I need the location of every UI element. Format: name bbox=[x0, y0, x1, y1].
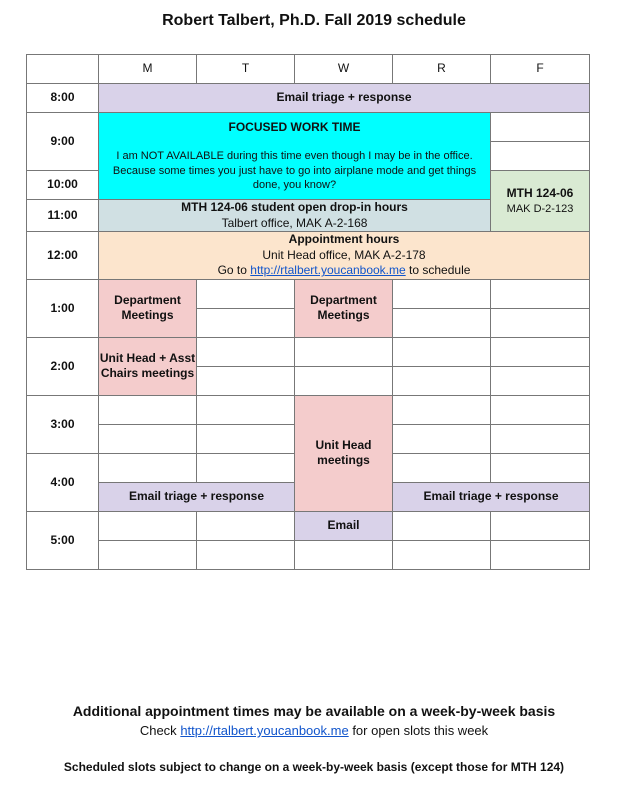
day-header-t: T bbox=[197, 55, 295, 84]
unit-head-asst-chairs-block: Unit Head + Asst Chairs meetings bbox=[99, 337, 197, 395]
time-label: 4:00 bbox=[27, 453, 99, 511]
empty-cell bbox=[99, 453, 197, 482]
empty-cell bbox=[197, 540, 295, 569]
focused-work-title: FOCUSED WORK TIME bbox=[228, 119, 361, 134]
open-drop-in-hours-block bbox=[99, 200, 491, 232]
footer-additional-note: Additional appointment times may be available on a week-by-week basis bbox=[72, 703, 556, 719]
time-label: 11:00 bbox=[27, 200, 99, 232]
department-meetings-wednesday: Department Meetings bbox=[295, 279, 393, 337]
appointment-title: Appointment hours bbox=[288, 232, 400, 247]
focused-work-block bbox=[99, 113, 491, 200]
empty-cell bbox=[491, 308, 590, 337]
empty-cell bbox=[295, 540, 393, 569]
unit-head-meetings-block: Unit Head meetings bbox=[295, 395, 393, 511]
empty-cell bbox=[393, 395, 491, 424]
empty-cell bbox=[197, 337, 295, 366]
open-hours-title: MTH 124-06 student open drop-in hours bbox=[181, 200, 408, 214]
time-label: 3:00 bbox=[27, 395, 99, 453]
focused-work-note: I am NOT AVAILABLE during this time even though I may be in the office. Because some times you just have to go into airplane mode and get things done, you know? bbox=[112, 150, 477, 191]
footer-open-slots-text: for open slots this week bbox=[352, 723, 489, 738]
empty-cell bbox=[393, 308, 491, 337]
appointment-go-text: Go to bbox=[217, 263, 247, 278]
empty-cell bbox=[491, 453, 590, 482]
empty-cell bbox=[393, 424, 491, 453]
empty-cell bbox=[99, 395, 197, 424]
time-label: 12:00 bbox=[27, 232, 99, 280]
page-title: Robert Talbert, Ph.D. Fall 2019 schedule bbox=[162, 12, 466, 29]
empty-cell bbox=[393, 366, 491, 395]
schedule-table bbox=[26, 54, 590, 570]
mth-124-class-block bbox=[491, 171, 590, 232]
appointment-to-text: to schedule bbox=[409, 263, 471, 278]
mth-124-class-title: MTH 124-06 bbox=[506, 186, 574, 201]
day-header-f: F bbox=[491, 55, 590, 84]
footer-change-note: Scheduled slots subject to change on a week-by-week basis (except those for MTH 124) bbox=[63, 760, 565, 774]
corner-cell bbox=[27, 55, 99, 84]
empty-cell bbox=[197, 453, 295, 482]
time-label: 8:00 bbox=[27, 84, 99, 113]
empty-cell bbox=[491, 511, 590, 540]
appointment-instructions bbox=[99, 263, 589, 279]
mth-124-class-room: MAK D-2-123 bbox=[506, 202, 574, 215]
empty-cell bbox=[491, 279, 590, 308]
empty-cell bbox=[197, 511, 295, 540]
time-label: 1:00 bbox=[27, 279, 99, 337]
empty-cell bbox=[491, 366, 590, 395]
day-header-w: W bbox=[295, 55, 393, 84]
empty-cell bbox=[99, 540, 197, 569]
empty-cell bbox=[393, 279, 491, 308]
empty-cell bbox=[491, 424, 590, 453]
empty-cell bbox=[197, 308, 295, 337]
empty-cell bbox=[393, 540, 491, 569]
empty-cell bbox=[491, 142, 590, 171]
empty-cell bbox=[393, 337, 491, 366]
open-hours-place: Talbert office, MAK A-2-168 bbox=[221, 215, 368, 230]
empty-cell bbox=[197, 395, 295, 424]
footer-youcanbook-link[interactable]: http://rtalbert.youcanbook.me bbox=[180, 723, 349, 738]
empty-cell bbox=[197, 366, 295, 395]
empty-cell bbox=[99, 511, 197, 540]
empty-cell bbox=[197, 279, 295, 308]
empty-cell bbox=[491, 540, 590, 569]
day-header-r: R bbox=[393, 55, 491, 84]
department-meetings-monday: Department Meetings bbox=[99, 279, 197, 337]
empty-cell bbox=[99, 424, 197, 453]
footer-check-text: Check bbox=[139, 723, 177, 738]
appointment-place: Unit Head office, MAK A-2-178 bbox=[262, 247, 426, 262]
time-label: 9:00 bbox=[27, 113, 99, 171]
empty-cell bbox=[491, 113, 590, 142]
empty-cell bbox=[491, 395, 590, 424]
email-triage-afternoon-mt: Email triage + response bbox=[99, 482, 295, 511]
footer-check-line bbox=[0, 723, 628, 738]
empty-cell bbox=[295, 366, 393, 395]
time-label: 10:00 bbox=[27, 171, 99, 200]
empty-cell bbox=[491, 337, 590, 366]
day-header-m: M bbox=[99, 55, 197, 84]
empty-cell bbox=[393, 511, 491, 540]
empty-cell bbox=[197, 424, 295, 453]
empty-cell bbox=[393, 453, 491, 482]
email-triage-morning-block: Email triage + response bbox=[99, 84, 590, 113]
email-triage-afternoon-rf: Email triage + response bbox=[393, 482, 590, 511]
youcanbook-link[interactable]: http://rtalbert.youcanbook.me bbox=[250, 263, 406, 278]
time-label: 2:00 bbox=[27, 337, 99, 395]
empty-cell bbox=[295, 337, 393, 366]
email-wednesday-block: Email bbox=[295, 511, 393, 540]
time-label: 5:00 bbox=[27, 511, 99, 569]
appointment-hours-block bbox=[99, 232, 590, 280]
